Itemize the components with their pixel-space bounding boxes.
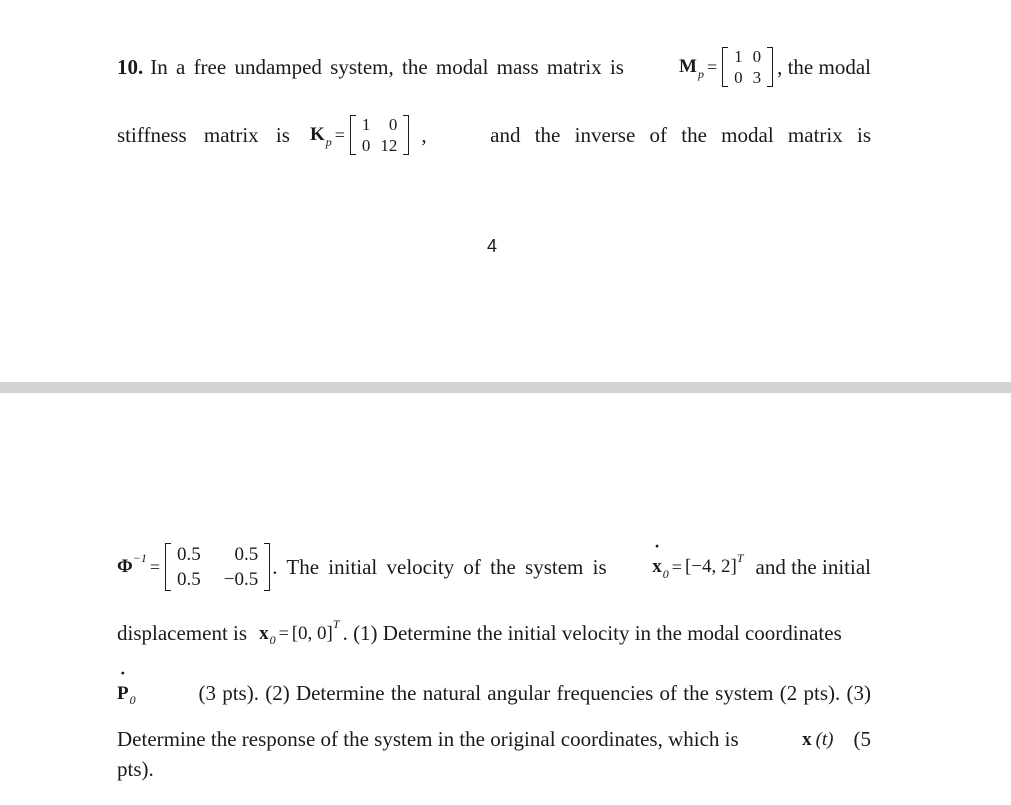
stiffness-symbol: K	[309, 124, 325, 145]
matrix-cell: 1	[734, 47, 743, 66]
continuation-line-5	[117, 757, 871, 782]
continuation-text-3: (3 pts). (2) Determine the natural angular frequencies of the system (2 pts). (3)	[198, 681, 871, 705]
equals-sign: =	[671, 556, 682, 577]
matrix-cell: 12	[380, 136, 398, 155]
matrix-cell: 0.5	[177, 544, 201, 565]
continuation-text-4b: (5	[853, 727, 871, 751]
mass-subscript: p	[697, 66, 704, 81]
matrix-cell: 0	[388, 115, 398, 134]
x0-value: [0, 0]	[291, 622, 333, 644]
mass-matrix-equation	[679, 46, 775, 88]
continuation-line-4	[117, 727, 871, 752]
phi-symbol: Φ	[117, 556, 133, 577]
matrix-cell: 1	[361, 115, 371, 134]
stiffness-matrix-equation	[310, 114, 411, 156]
page-number: 4	[487, 236, 498, 256]
continuation-line-2	[117, 617, 871, 647]
page-separator	[0, 382, 1011, 393]
transpose-superscript: T	[332, 617, 340, 631]
equals-sign: =	[278, 623, 289, 643]
continuation-text-2b: . (1) Determine the initial velocity in the modal coordinates	[342, 621, 842, 645]
problem-text-1: In a free undamped system, the modal mass matrix is	[150, 54, 624, 79]
x0-symbol: x	[259, 622, 269, 644]
matrix-cell: 0	[752, 47, 762, 66]
continuation-text-5: pts).	[117, 757, 154, 781]
x0-subscript: 0	[269, 633, 276, 647]
continuation-text-1b: and the initial	[755, 554, 871, 579]
pdot-symbol: P ˙	[117, 683, 129, 705]
problem-line-2	[117, 114, 871, 156]
continuation-text-1a: . The initial velocity of the system is	[272, 554, 607, 579]
equals-sign: =	[149, 556, 161, 577]
matrix-cell: −0.5	[223, 569, 259, 590]
page-top	[0, 0, 1011, 382]
inverse-modal-matrix-equation	[117, 542, 272, 592]
xt-argument: (t)	[815, 728, 834, 750]
continuation-text-2a: displacement is	[117, 621, 248, 645]
pdot-subscript: 0	[129, 693, 136, 707]
matrix-cell: 0.5	[177, 569, 201, 590]
stiffness-subscript: p	[325, 134, 332, 149]
modal-velocity-symbol	[117, 683, 136, 705]
initial-displacement-equation	[259, 617, 340, 647]
problem-line-1	[117, 46, 871, 88]
matrix-cell: 0	[734, 68, 743, 87]
response-symbol	[802, 729, 833, 751]
matrix-cell: 0.5	[234, 544, 259, 565]
equals-sign: =	[334, 124, 345, 145]
initial-velocity-equation	[652, 550, 744, 581]
inverse-modal-matrix	[165, 542, 270, 592]
mass-matrix	[722, 46, 773, 88]
continuation-text-4a: Determine the response of the system in the original coordinates, which is	[117, 727, 739, 751]
continuation-line-1	[117, 538, 871, 596]
xdot-symbol: x ˙	[652, 556, 662, 578]
xdot-value: [−4, 2]	[684, 556, 737, 577]
equals-sign: =	[706, 56, 718, 77]
stiffness-matrix	[350, 114, 410, 156]
xt-symbol: x	[802, 728, 812, 750]
comma: ,	[421, 122, 427, 147]
problem-text-2-tail: and the inverse of the modal matrix is	[490, 122, 871, 147]
transpose-superscript: T	[736, 550, 744, 565]
problem-text-1-tail: , the modal	[777, 54, 871, 79]
problem-text-2-start: stiffness matrix is	[117, 122, 290, 147]
phi-superscript: −1	[132, 550, 147, 565]
mass-symbol: M	[679, 56, 697, 77]
matrix-cell: 3	[752, 68, 762, 87]
problem-number: 10.	[117, 54, 144, 79]
matrix-cell: 0	[361, 136, 371, 155]
continuation-line-3	[117, 681, 871, 706]
page-bottom	[0, 393, 1011, 805]
xdot-subscript: 0	[662, 566, 669, 581]
